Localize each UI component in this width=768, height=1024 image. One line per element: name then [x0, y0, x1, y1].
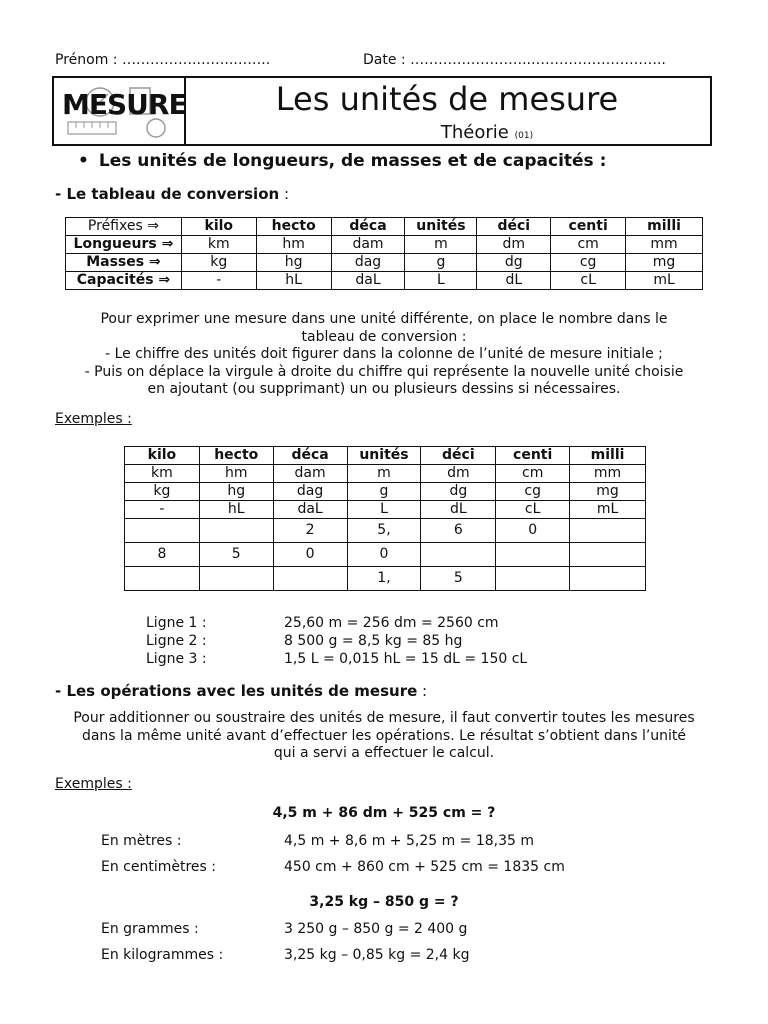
table-cell: cL — [551, 272, 626, 290]
table-cell: m — [405, 236, 477, 254]
operations-line: qui a servi a effectuer le calcul. — [273, 745, 495, 761]
table-cell: L — [347, 501, 421, 519]
date-field: Date : ……………………..……………………….. — [363, 52, 666, 68]
table-cell: g — [405, 254, 477, 272]
header-cell: déci — [421, 447, 496, 465]
operations-line: Pour additionner ou soustraire des unités de mesure, il faut convertir toutes les mesures — [73, 710, 695, 726]
table-cell: daL — [273, 501, 347, 519]
table-cell: L — [405, 272, 477, 290]
table-cell: m — [347, 465, 421, 483]
line-value: 8 500 g = 8,5 kg = 85 hg — [284, 633, 463, 649]
step-label: En mètres : — [101, 833, 182, 849]
table-cell: km — [181, 236, 256, 254]
table-cell: dL — [477, 272, 551, 290]
value-cell — [570, 567, 646, 591]
value-cell — [570, 519, 646, 543]
value-cell: 6 — [421, 519, 496, 543]
step-label: En kilogrammes : — [101, 947, 224, 963]
line-value: 25,60 m = 256 dm = 2560 cm — [284, 615, 499, 631]
header-cell: unités — [347, 447, 421, 465]
table-cell: - — [181, 272, 256, 290]
value-cell: 1, — [347, 567, 421, 591]
value-cell: 5 — [199, 543, 273, 567]
logo-text: MESURE — [62, 88, 187, 121]
example-table — [124, 446, 646, 591]
row-label: Masses ⇒ — [66, 254, 182, 272]
section1-heading — [78, 151, 606, 171]
table-cell: hg — [256, 254, 331, 272]
conversion-table — [65, 217, 703, 290]
header-cell: hecto — [199, 447, 273, 465]
conversion-subheading-colon: : — [279, 185, 290, 203]
table-cell: dam — [273, 465, 347, 483]
table-cell: dg — [421, 483, 496, 501]
operations-heading — [55, 682, 427, 700]
problem-statement: 3,25 kg – 850 g = ? — [309, 894, 459, 910]
table-row — [125, 483, 646, 501]
table-cell: mL — [570, 501, 646, 519]
table-cell: dag — [273, 483, 347, 501]
table-cell: hL — [199, 501, 273, 519]
table-cell: mL — [626, 272, 703, 290]
example-header-row — [125, 447, 646, 465]
line-label: Ligne 3 : — [146, 651, 207, 667]
table-cell: km — [125, 465, 200, 483]
operations-heading-colon: : — [417, 682, 428, 700]
table-cell: cg — [496, 483, 570, 501]
operations-line: dans la même unité avant d’effectuer les opérations. Le résultat s’obtient dans l’unité — [81, 727, 687, 744]
operations-heading-text: - Les opérations avec les unités de mesure — [55, 682, 418, 700]
value-cell: 0 — [496, 519, 570, 543]
table-cell: dag — [331, 254, 405, 272]
table-cell: mm — [570, 465, 646, 483]
prenom-field: Prénom : …………….……..…….. — [55, 52, 271, 68]
subtitle-text: Théorie — [440, 122, 509, 143]
explanation-line: - Le chiffre des unités doit figurer dans la colonne de l’unité de mesure initiale ; — [105, 346, 663, 362]
step-label: En grammes : — [101, 921, 199, 937]
table-row — [66, 254, 703, 272]
header-cell: centi — [496, 447, 570, 465]
explanation-line: - Puis on déplace la virgule à droite du chiffre qui représente la nouvelle unité choisie — [84, 363, 684, 380]
row-label: Longueurs ⇒ — [66, 236, 182, 254]
header-cell: déca — [273, 447, 347, 465]
explanation-paragraph — [40, 311, 728, 399]
page-title: Les unités de mesure — [275, 80, 619, 118]
table-cell: kg — [125, 483, 200, 501]
table-cell: cL — [496, 501, 570, 519]
table-cell: cm — [551, 236, 626, 254]
table-row — [125, 465, 646, 483]
table-cell: dL — [421, 501, 496, 519]
conversion-header-row — [66, 218, 703, 236]
header-cell: milli — [570, 447, 646, 465]
table-cell: hL — [256, 272, 331, 290]
table-row — [66, 272, 703, 290]
table-cell: mg — [570, 483, 646, 501]
table-cell: hm — [199, 465, 273, 483]
table-row — [125, 501, 646, 519]
explanation-line: Pour exprimer une mesure dans une unité différente, on place le nombre dans le — [100, 311, 668, 327]
value-cell — [273, 567, 347, 591]
header-cell: milli — [626, 218, 703, 236]
table-cell: dm — [477, 236, 551, 254]
value-cell — [421, 543, 496, 567]
header-cell: unités — [405, 218, 477, 236]
table-cell: dam — [331, 236, 405, 254]
header-cell: déca — [331, 218, 405, 236]
table-cell: mg — [626, 254, 703, 272]
step-value: 450 cm + 860 cm + 525 cm = 1835 cm — [284, 859, 565, 875]
title-box — [52, 76, 712, 146]
explanation-line: tableau de conversion : — [301, 328, 467, 345]
value-cell: 8 — [125, 543, 200, 567]
header-cell: déci — [477, 218, 551, 236]
examples-label: Exemples : — [55, 776, 132, 792]
table-cell: kg — [181, 254, 256, 272]
header-cell: kilo — [181, 218, 256, 236]
table-cell: g — [347, 483, 421, 501]
table-cell: daL — [331, 272, 405, 290]
bullet: • — [78, 151, 89, 171]
table-cell: dg — [477, 254, 551, 272]
header-cell: Préfixes ⇒ — [66, 218, 182, 236]
value-cell — [125, 519, 200, 543]
table-cell: hm — [256, 236, 331, 254]
line-value: 1,5 L = 0,015 hL = 15 dL = 150 cL — [284, 651, 528, 667]
value-cell: 0 — [273, 543, 347, 567]
value-cell — [570, 543, 646, 567]
step-label: En centimètres : — [101, 859, 216, 875]
page-subtitle — [184, 122, 750, 143]
value-cell: 2 — [273, 519, 347, 543]
value-cell — [125, 567, 200, 591]
value-cell: 5, — [347, 519, 421, 543]
step-value: 3,25 kg – 0,85 kg = 2,4 kg — [284, 947, 470, 963]
value-cell — [496, 567, 570, 591]
table-cell: cg — [551, 254, 626, 272]
value-row — [125, 519, 646, 543]
value-cell — [199, 519, 273, 543]
table-cell: dm — [421, 465, 496, 483]
examples-label: Exemples : — [55, 411, 132, 427]
value-row — [125, 543, 646, 567]
problem-statement: 4,5 m + 86 dm + 525 cm = ? — [272, 805, 496, 821]
value-cell: 0 — [347, 543, 421, 567]
row-label: Capacités ⇒ — [66, 272, 182, 290]
header-cell: kilo — [125, 447, 200, 465]
value-cell — [496, 543, 570, 567]
header-cell: hecto — [256, 218, 331, 236]
table-row — [66, 236, 703, 254]
conversion-subheading-text: - Le tableau de conversion — [55, 185, 280, 203]
table-cell: hg — [199, 483, 273, 501]
operations-paragraph — [40, 710, 728, 763]
value-row — [125, 567, 646, 591]
conversion-subheading — [55, 185, 289, 203]
table-cell: cm — [496, 465, 570, 483]
line-label: Ligne 2 : — [146, 633, 207, 649]
line-label: Ligne 1 : — [146, 615, 207, 631]
header-cell: centi — [551, 218, 626, 236]
subtitle-number: (01) — [514, 131, 534, 141]
step-value: 3 250 g – 850 g = 2 400 g — [284, 921, 468, 937]
table-cell: mm — [626, 236, 703, 254]
step-value: 4,5 m + 8,6 m + 5,25 m = 18,35 m — [284, 833, 535, 849]
value-cell: 5 — [421, 567, 496, 591]
value-cell — [199, 567, 273, 591]
explanation-line: en ajoutant (ou supprimant) un ou plusieurs dessins si nécessaires. — [147, 381, 621, 397]
section1-heading-text: Les unités de longueurs, de masses et de capacités : — [98, 151, 607, 171]
logo — [54, 78, 186, 144]
table-cell: - — [125, 501, 200, 519]
